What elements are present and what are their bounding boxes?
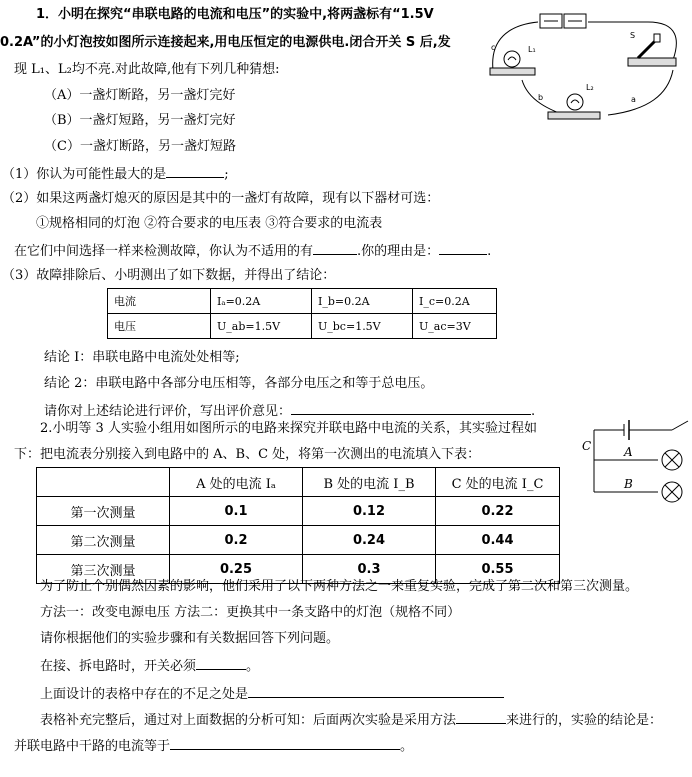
q1-part1-end: ; (224, 167, 229, 182)
table-cell: 0.24 (303, 526, 436, 555)
q1-line2: 0.2A”的小灯泡按如图所示连接起来,用电压恒定的电源供电.闭合开关 S 后,发 (0, 35, 451, 50)
table-cell: Iₐ=0.2A (211, 289, 312, 314)
q1-option-c: （C）一盏灯断路，另一盏灯短路 (44, 139, 236, 154)
table-row (37, 497, 560, 526)
table-cell: 0.12 (303, 497, 436, 526)
table-header: C 处的电流 I_C (436, 468, 560, 497)
label-point-a: A (624, 445, 633, 459)
label-point-b: B (624, 477, 633, 491)
label-l2: L₂ (586, 83, 594, 92)
q1-part1 (2, 164, 229, 184)
q2-question-conclusion (14, 736, 413, 756)
table-cell: 第三次测量 (37, 555, 170, 584)
switch-icon (628, 34, 676, 66)
lamp-icon (662, 482, 682, 502)
q1-part2b-text: 在它们中间选择一样来检测故障，你认为不适用的有 (14, 244, 314, 259)
answer-blank-6[interactable] (248, 684, 504, 698)
label-c: c (491, 43, 496, 52)
table-cell: 第二次测量 (37, 526, 170, 555)
label-b: b (538, 93, 544, 102)
q2-statement-1: 为了防止个别偶然因素的影响，他们采用了以下两种方法之一来重复实验，完成了第二次和第三次测量。 (40, 579, 639, 594)
q1-part2b (14, 241, 491, 261)
series-circuit-diagram (478, 0, 692, 132)
table-row (37, 526, 560, 555)
q1-part2b-mid: .你的理由是： (357, 244, 440, 259)
answer-blank-4[interactable] (291, 401, 531, 415)
q2-method-text: 表格补充完整后，通过对上面数据的分析可知：后面两次实验是采用方法 (40, 713, 457, 728)
table-cell: I_c=0.2A (413, 289, 497, 314)
answer-blank-8[interactable] (170, 736, 400, 750)
q2-conclusion-text: 并联电路中干路的电流等于 (14, 739, 171, 754)
q2-line1: 2.小明等 3 人实验小组用如图所示的电路来探究并联电路中电流的关系，其实验过程如 (40, 421, 537, 436)
q2-instructions: 请你根据他们的实验步骤和有关数据回答下列问题。 (40, 631, 340, 646)
q1-part3: （3）故障排除后、小明测出了如下数据，并得出了结论： (2, 268, 336, 283)
q2-question-table (40, 684, 504, 704)
table-cell: 0.44 (436, 526, 560, 555)
q1-evaluation-text: 请你对上述结论进行评价，写出评价意见： (44, 404, 292, 419)
table-header (37, 468, 170, 497)
label-l1: L₁ (528, 45, 536, 54)
answer-blank-5[interactable] (196, 656, 246, 670)
q2-line2: 下：把电流表分别接入到电路中的 A、B、C 处，将第一次测出的电流填入下表： (14, 447, 481, 462)
table-cell: 0.3 (303, 555, 436, 584)
table-cell: 0.2 (170, 526, 303, 555)
table-row (108, 314, 497, 339)
table-cell: U_bc=1.5V (312, 314, 413, 339)
table-cell: 0.25 (170, 555, 303, 584)
table-cell: 电流 (108, 289, 211, 314)
table-cell: 0.55 (436, 555, 560, 584)
label-point-c: C (582, 439, 592, 453)
q2-data-table (36, 467, 560, 584)
label-a: a (631, 95, 636, 104)
q2-question-method (40, 710, 662, 730)
q2-conclusion-end: 。 (400, 739, 414, 754)
label-s: S (630, 31, 636, 40)
table-cell: U_ac=3V (413, 314, 497, 339)
parallel-circuit-diagram (580, 412, 692, 504)
q2-switch-text: 在接、拆电路时，开关必须 (40, 659, 197, 674)
table-cell: 第一次测量 (37, 497, 170, 526)
answer-blank-2[interactable] (313, 241, 357, 255)
answer-blank-7[interactable] (456, 710, 506, 724)
table-row (108, 289, 497, 314)
q2-table-text: 上面设计的表格中存在的不足之处是 (40, 687, 249, 702)
lamp-icon (662, 450, 682, 470)
table-header: A 处的电流 Iₐ (170, 468, 303, 497)
q1-option-b: （B）一盏灯短路，另一盏灯完好 (44, 113, 236, 128)
table-cell: I_b=0.2A (312, 289, 413, 314)
q1-part1-text: （1）你认为可能性最大的是 (2, 167, 167, 182)
bulb-l1-icon (490, 51, 535, 75)
q1-materials: ①规格相同的灯泡 ②符合要求的电压表 ③符合要求的电流表 (36, 216, 383, 231)
table-cell: 0.22 (436, 497, 560, 526)
q1-part2: （2）如果这两盏灯熄灭的原因是其中的一盏灯有故障，现有以下器材可选： (2, 191, 440, 206)
table-cell: 电压 (108, 314, 211, 339)
q1-conclusion-2: 结论 2：串联电路中各部分电压相等，各部分电压之和等于总电压。 (44, 376, 434, 391)
q1-conclusion-1: 结论 I：串联电路中电流处处相等; (44, 350, 240, 365)
table-header-row (37, 468, 560, 497)
q2-switch-end: 。 (246, 659, 260, 674)
q1-line1: 1．小明在探究“串联电路的电流和电压”的实验中,将两盏标有“1.5V (36, 7, 434, 22)
answer-blank-3[interactable] (439, 241, 487, 255)
table-header: B 处的电流 I_B (303, 468, 436, 497)
table-cell: 0.1 (170, 497, 303, 526)
q1-part2b-end: . (487, 244, 492, 259)
q2-question-switch (40, 656, 259, 676)
q2-methods: 方法一：改变电源电压 方法二：更换其中一条支路中的灯泡（规格不同） (40, 605, 461, 620)
answer-blank-1[interactable] (166, 164, 224, 178)
table-cell: U_ab=1.5V (211, 314, 312, 339)
battery-icon (540, 14, 586, 28)
q1-data-table (107, 288, 497, 339)
q2-method-mid: 来进行的，实验的结论是： (506, 713, 663, 728)
q1-evaluation (44, 401, 535, 421)
q1-option-a: （A）一盏灯断路，另一盏灯完好 (44, 88, 236, 103)
bulb-l2-icon (548, 94, 600, 119)
q1-evaluation-end: . (531, 404, 536, 419)
q1-line3: 现 L₁、L₂均不亮.对此故障,他有下列几种猜想: (14, 62, 280, 77)
